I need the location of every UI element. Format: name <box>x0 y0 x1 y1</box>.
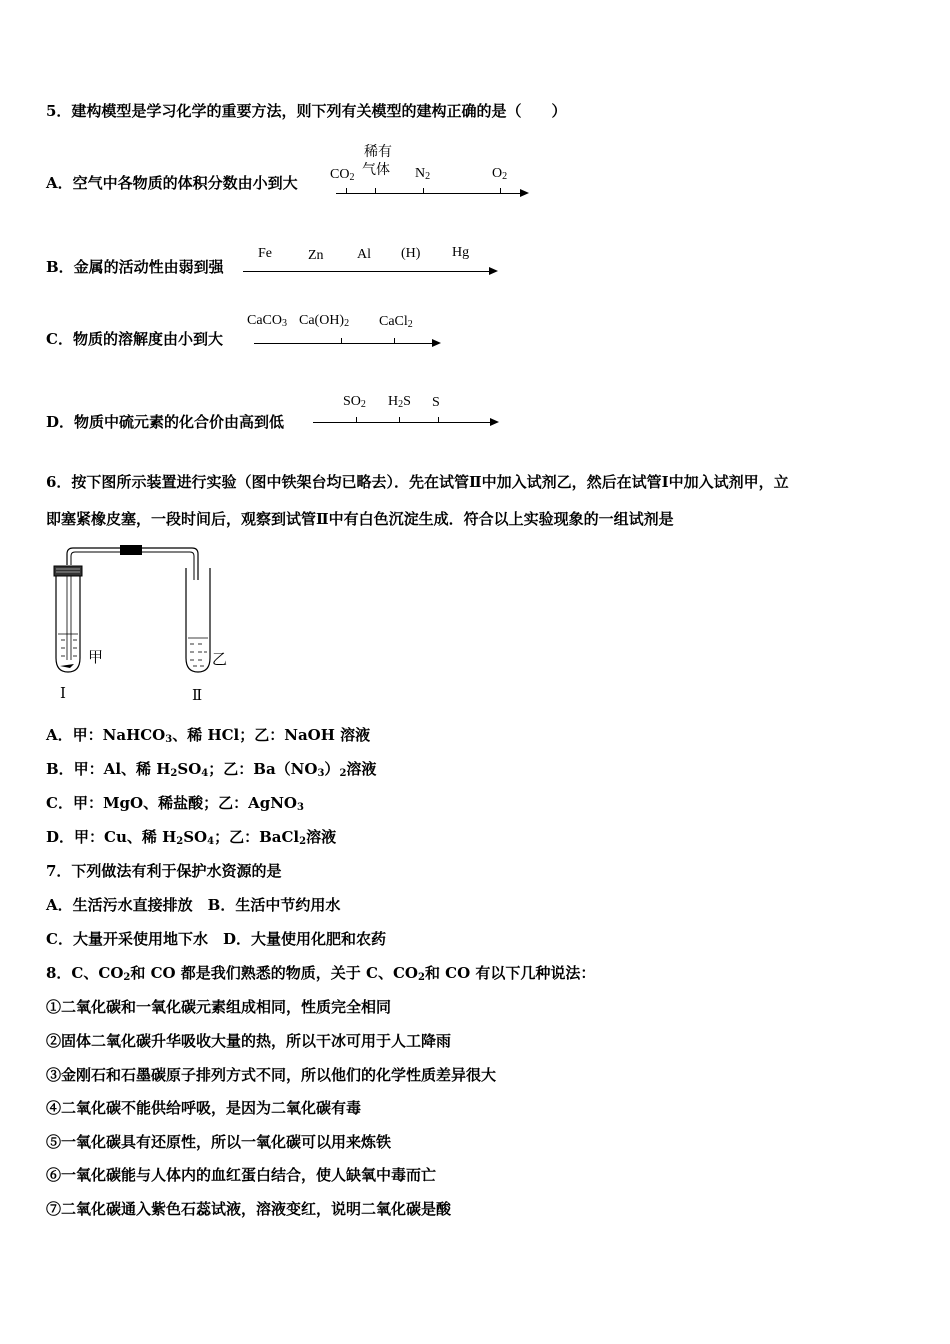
q5-stem: 5．建构模型是学习化学的重要方法，则下列有关模型的建构正确的是（ ） <box>46 102 567 120</box>
axis-tick <box>346 188 347 193</box>
axis-label-co2: $CO_2$ <box>330 167 355 183</box>
q6-stem-line1: 6．按下图所示装置进行实验（图中铁架台均已略去）．先在试管Ⅱ中加入试剂乙，然后在试管Ⅰ中加入试剂甲，立 <box>46 473 789 491</box>
axis-label-n2: $N_2$ <box>415 166 431 182</box>
axis-label-fe: Fe <box>258 246 272 261</box>
axis-tick <box>375 188 376 193</box>
axis-label-cacl2: CaCl$_2$ <box>379 314 413 330</box>
tube-2-label: Ⅱ <box>192 688 203 704</box>
axis-tick <box>399 417 400 422</box>
axis-arrow <box>432 339 441 347</box>
q7-options-row2: C．大量开采使用地下水 D．大量使用化肥和农药 <box>46 930 386 948</box>
q6-stem-line2: 即塞紧橡皮塞，一段时间后，观察到试管Ⅱ中有白色沉淀生成．符合以上实验现象的一组试剂是 <box>46 510 674 528</box>
q6-option-c: C．甲：MgO、稀盐酸；乙：AgNO$_3$ <box>46 794 304 813</box>
axis-tick <box>423 188 424 193</box>
axis-arrow <box>490 418 499 426</box>
axis-label-h: (H) <box>401 246 421 261</box>
axis-line <box>313 422 492 423</box>
axis-label-rare-gas-line2: 气体 <box>362 163 390 178</box>
q6-option-a: A．甲：NaHCO$_3$、稀 HCl；乙：NaOH 溶液 <box>46 726 371 745</box>
q8-item-5: ⑤一氧化碳具有还原性，所以一氧化碳可以用来炼铁 <box>46 1133 392 1151</box>
axis-label-rare-gas-line1: 稀有 <box>364 145 392 160</box>
reagent-jia-label: 甲 <box>88 650 104 666</box>
reagent-yi-label: 乙 <box>212 652 228 668</box>
axis-tick <box>438 417 439 422</box>
axis-label-s: S <box>432 395 440 410</box>
q8-item-3: ③金刚石和石墨碳原子排列方式不同，所以他们的化学性质差异很大 <box>46 1066 497 1084</box>
axis-tick <box>356 417 357 422</box>
q5-option-c: C．物质的溶解度由小到大 <box>46 330 223 348</box>
axis-line <box>243 271 491 272</box>
rubber-tube-joint <box>120 545 142 555</box>
axis-tick <box>341 338 342 343</box>
axis-line <box>254 343 434 344</box>
q6-option-b: B．甲：Al、稀 $H_2SO_4$；乙：$Ba(NO_3)_2$溶液 <box>46 760 377 779</box>
q8-item-1: ①二氧化碳和一氧化碳元素组成相同，性质完全相同 <box>46 998 392 1016</box>
axis-label-hg: Hg <box>452 245 470 260</box>
q8-item-6: ⑥一氧化碳能与人体内的血红蛋白结合，使人缺氧中毒而亡 <box>46 1166 437 1184</box>
q8-item-2: ②固体二氧化碳升华吸收大量的热，所以干冰可用于人工降雨 <box>46 1032 452 1050</box>
axis-line <box>336 193 522 194</box>
q8-item-4: ④二氧化碳不能供给呼吸，是因为二氧化碳有毒 <box>46 1099 362 1117</box>
apparatus-drawing <box>40 540 240 710</box>
axis-arrow <box>489 267 498 275</box>
axis-tick <box>500 188 501 193</box>
axis-label-zn: Zn <box>308 248 324 263</box>
tube-1-label: Ⅰ <box>60 686 66 702</box>
axis-label-so2: $SO_2$ <box>343 394 366 410</box>
axis-tick <box>394 338 395 343</box>
q7-options-row1: A．生活污水直接排放 B．生活中节约用水 <box>46 896 341 914</box>
axis-label-al: Al <box>357 247 371 262</box>
q8-item-7: ⑦二氧化碳通入紫色石蕊试液，溶液变红，说明二氧化碳是酸 <box>46 1200 452 1218</box>
q6-option-d: D．甲：Cu、稀 $H_2SO_4$；乙：BaCl$_2$溶液 <box>46 828 337 847</box>
axis-label-caco3: CaCO$_3$ <box>247 313 287 329</box>
q8-stem: 8．C、$CO_2$和 CO 都是我们熟悉的物质，关于 C、$CO_2$和 CO 有以下几种说法： <box>46 964 596 983</box>
axis-label-h2s: $H_2S$ <box>388 394 411 410</box>
axis-arrow <box>520 189 529 197</box>
q5-option-a: A．空气中各物质的体积分数由小到大 <box>46 174 298 192</box>
axis-label-o2: $O_2$ <box>492 166 508 182</box>
q5-option-b: B．金属的活动性由弱到强 <box>46 258 224 276</box>
q7-stem: 7．下列做法有利于保护水资源的是 <box>46 862 282 880</box>
q5-option-d: D．物质中硫元素的化合价由高到低 <box>46 413 285 431</box>
q6-apparatus-figure <box>40 540 240 710</box>
axis-label-caoh2: $Ca(OH)_2$ <box>299 313 350 329</box>
